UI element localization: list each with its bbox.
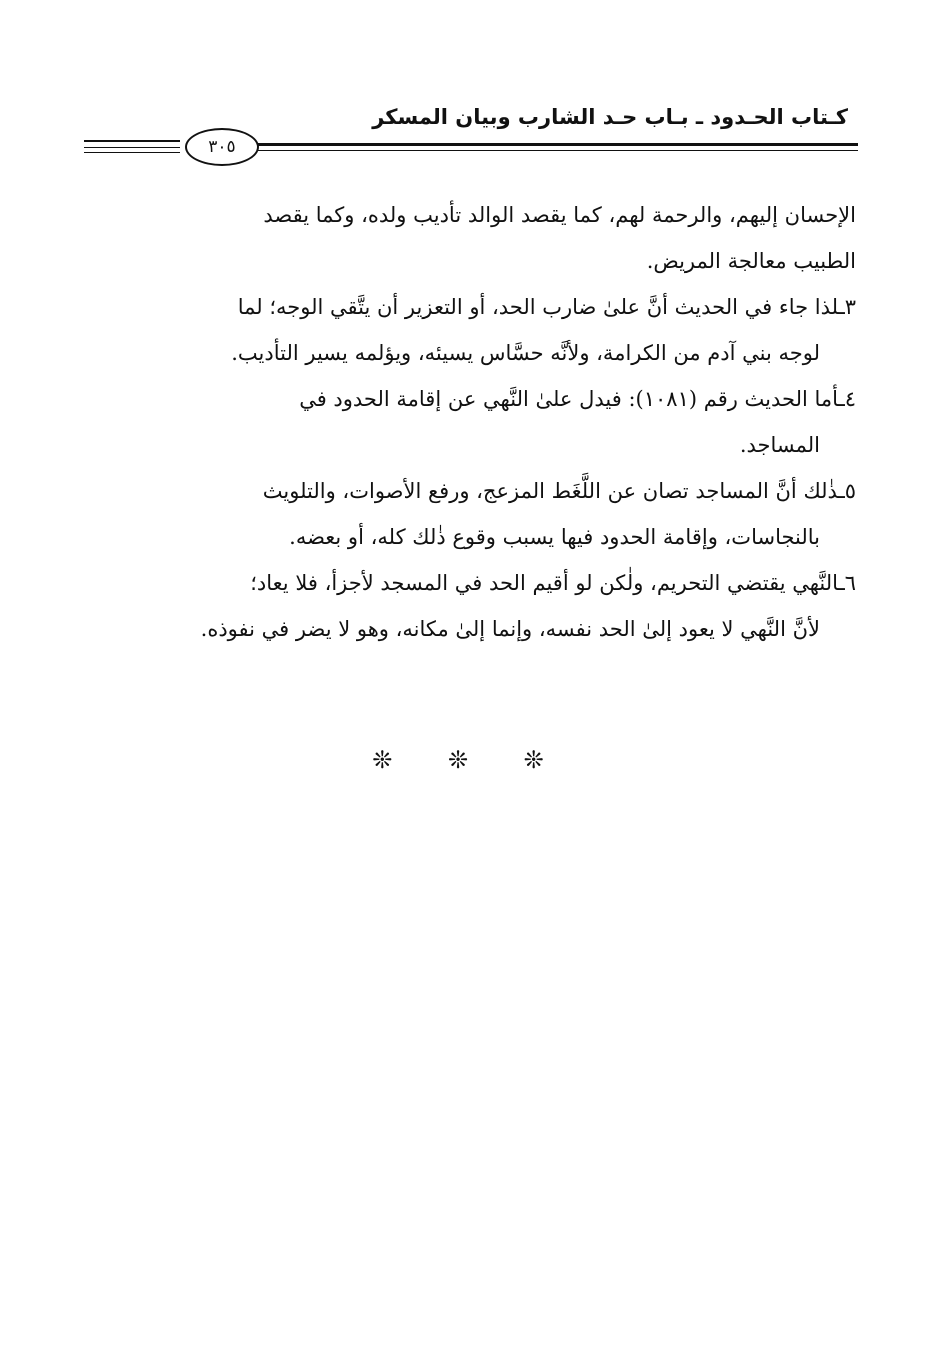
item-number: ٤ـ	[838, 387, 856, 411]
item-number: ٥ـ	[838, 479, 856, 503]
list-item	[80, 560, 856, 652]
header-left-rule	[84, 147, 180, 148]
text-line: النَّهي يقتضي التحريم، ولٰكن لو أقيم الحد في المسجد لأجزأ، فلا يعاد؛	[250, 571, 839, 595]
intro-paragraph	[80, 192, 856, 284]
text-line: ذٰلك أنَّ المساجد تصان عن اللَّغَط المزعج، ورفع الأصوات، والتلويث	[262, 479, 839, 503]
page-number: ٣٠٥	[185, 128, 259, 166]
header-left-rule	[84, 140, 180, 142]
text-line: أما الحديث رقم (١٠٨١): فيدل علىٰ النَّهي عن إقامة الحدود في	[299, 387, 839, 411]
text-line: المساجد.	[739, 433, 820, 457]
list-item	[80, 284, 856, 376]
header-left-rule	[84, 152, 180, 153]
list-item	[80, 376, 856, 468]
header-rule-thin	[258, 150, 858, 151]
text-line: لوجه بني آدم من الكرامة، ولأنَّه حسَّاس يسيئه، ويؤلمه يسير التأديب.	[231, 341, 820, 365]
list-item	[80, 468, 856, 560]
text-line: الطبيب معالجة المريض.	[646, 249, 856, 273]
section-end-ornament: ❊ ❊ ❊	[372, 746, 568, 774]
item-number: ٦ـ	[838, 571, 856, 595]
running-title: كـتاب الحـدود ـ بـاب حـد الشارب وبيان المسكر	[372, 105, 848, 129]
item-number: ٣ـ	[838, 295, 856, 319]
text-line: الإحسان إليهم، والرحمة لهم، كما يقصد الوالد تأديب ولده، وكما يقصد	[263, 203, 856, 227]
text-line: بالنجاسات، وإقامة الحدود فيها يسبب وقوع ذٰلك كله، أو بعضه.	[289, 525, 820, 549]
body-text	[80, 192, 856, 652]
text-line: لذا جاء في الحديث أنَّ علىٰ ضارب الحد، أو التعزير أن يتَّقي الوجه؛ لما	[237, 295, 839, 319]
text-line: لأنَّ النَّهي لا يعود إلىٰ الحد نفسه، وإنما إلىٰ مكانه، وهو لا يضر في نفوذه.	[200, 617, 820, 641]
header-rule	[258, 143, 858, 146]
